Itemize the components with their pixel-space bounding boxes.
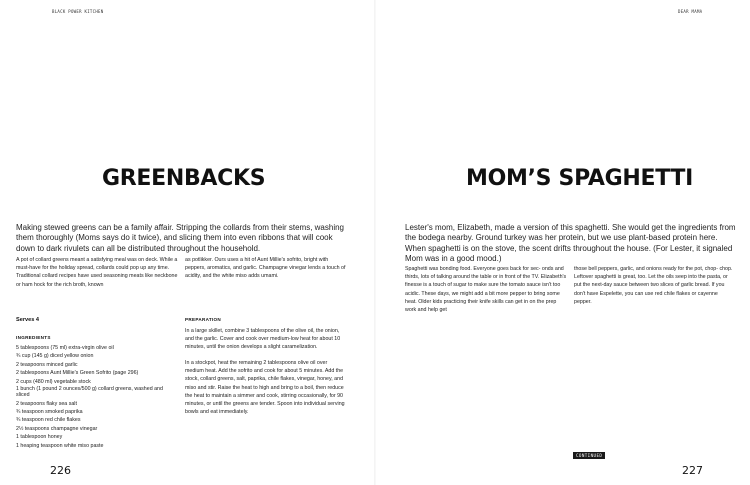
recipe-title-greenbacks: GREENBACKS	[102, 166, 266, 191]
running-head-right: DEAR MAMA	[678, 9, 703, 14]
page-number-right: 227	[682, 464, 703, 477]
recipe-title-moms-spaghetti: MOM’S SPAGHETTI	[466, 166, 694, 191]
page-number-left: 226	[50, 464, 71, 477]
continued-badge: CONTINUED	[573, 452, 605, 459]
body-column-2-right: those bell peppers, garlic, and onions ready for the pot, chop- chop. Leftover spaghetti is great, too. Let the oils seep into the pasta, or put the next-day sauce between two slices of garlic bread. If you don't have Espelette, you can use red chile flakes or cayenne pepper.	[574, 266, 733, 305]
book-gutter	[374, 0, 376, 485]
ingredient-item: ¾ cup (145 g) diced yellow onion	[16, 353, 94, 360]
ingredients-heading: INGREDIENTS	[16, 335, 51, 340]
ingredient-item: 2 tablespoons Aunt Millie's Green Sofrito (page 296)	[16, 370, 139, 377]
ingredient-item: 2 cups (480 ml) vegetable stock	[16, 378, 91, 385]
body-column-1-right: Spaghetti was bonding food. Everyone goes back for sec- onds and thirds, lots of talking around the table or in front of the TV. Elizabeth's finesse is a touch of sugar to make sure the tomato sauce isn't too acidic. These days, we might add a bit more pepper to bring some heat. Older kids practicing their knife skills can get in on the prep work and help get	[405, 266, 567, 314]
servings-label: Serves 4	[16, 317, 40, 323]
ingredient-item: 2½ teaspoons champagne vinegar	[16, 425, 98, 432]
ingredient-item: 2 teaspoons flaky sea salt	[16, 400, 77, 407]
intro-lede-right: Lester's mom, Elizabeth, made a version of this spaghetti. She would get the ingredients from the bodega nearby. Ground turkey was her protein, but we use plant-based protein here. When spaghetti is on the stove, the scent drifts throughout the house. (For Lester, it signaled Mom was in a good mood.)	[405, 223, 736, 263]
ingredient-item: 1 tablespoon honey	[16, 434, 63, 441]
preparation-heading: PREPARATION	[185, 317, 222, 322]
ingredient-item: 5 tablespoons (75 ml) extra-virgin olive oil	[16, 345, 114, 351]
ingredient-item: 1 bunch (1 pound 2 ounces/500 g) collard greens, washed and sliced	[16, 386, 163, 399]
ingredient-item: ¾ teaspoon smoked paprika	[16, 408, 83, 415]
intro-lede-left: Making stewed greens can be a family affair. Stripping the collards from their stems, washing them thoroughly (Moms says do it twice), and slicing them into even ribbons that will cook down to dark rivulets can all be distributed throughout the household.	[16, 223, 345, 253]
ingredient-item: ¾ teaspoon red chile flakes	[16, 417, 81, 424]
body-column-1-left: A pot of collard greens meant a satisfying meal was on deck. While a must-have for the holiday spread, collards could pop up any time. Traditional collard recipes have used seasoning meats like neckbone or ham hock for the rich broth, known	[16, 257, 178, 288]
preparation-step-2: In a stockpot, heat the remaining 2 tablespoons olive oil over medium heat. Add the sofrito and cook for about 5 minutes. Add the stock, collard greens, salt, paprika, chile flakes, vinegar, honey, and miso and stir. Raise the heat to high and bring to a boil, then reduce the heat to maintain a simmer and cook, stirring occasionally, for 90 minutes, or until the greens are tender. Spoon into individual serving bowls and eat immediately.	[185, 360, 345, 416]
preparation-step-1: In a large skillet, combine 3 tablespoons of the olive oil, the onion, and the garlic. Cover and cook over medium-low heat for about 10 minutes, until the onion develops a slight caramelization.	[185, 328, 341, 351]
ingredient-item: 1 heaping teaspoon white miso paste	[16, 442, 104, 449]
ingredient-item: 2 teaspoons minced garlic	[16, 361, 78, 368]
ingredients-list	[16, 344, 166, 450]
running-head-left: BLACK POWER KITCHEN	[52, 9, 104, 14]
body-column-2-left: as potlikker. Ours uses a hit of Aunt Millie's sofrito, bright with peppers, aromatics, and garlic. Champagne vinegar lends a touch of acidity, and the white miso adds umami.	[185, 257, 346, 280]
